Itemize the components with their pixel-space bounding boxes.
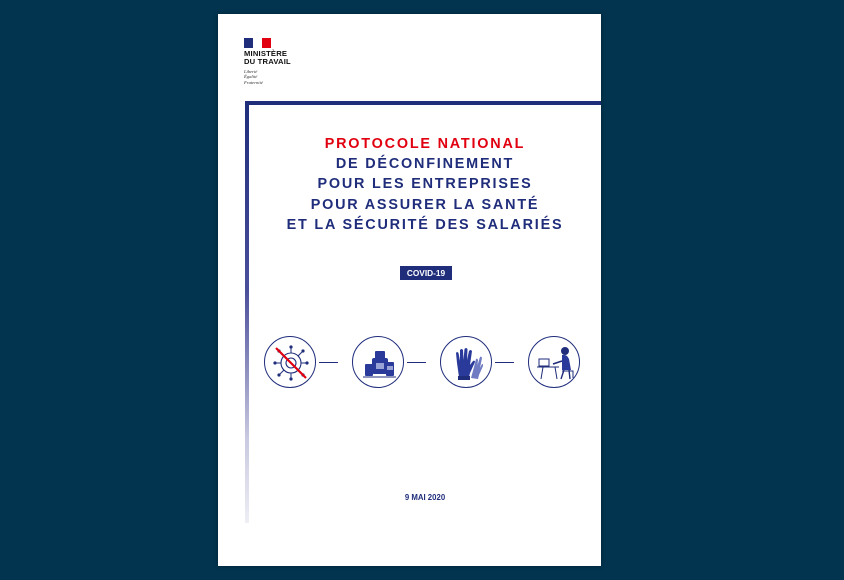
covid-badge: COVID-19 [400, 266, 452, 280]
ministry-name [244, 50, 291, 67]
icon-connector [319, 362, 338, 363]
title-line: POUR ASSURER LA SANTÉ [310, 196, 540, 213]
gloves-icon [440, 336, 492, 388]
virus-crossed-icon [264, 336, 316, 388]
icon-connector [407, 362, 426, 363]
motto-liberte: Liberté [244, 68, 258, 74]
teleworking-icon [528, 336, 580, 388]
motto-egalite: Égalité [244, 74, 258, 80]
ministry-logo [244, 38, 291, 85]
title-line: POUR LES ENTREPRISES [317, 176, 533, 193]
icon-connector [495, 362, 514, 363]
publication-date: 9 MAI 2020 [404, 493, 446, 502]
frame-top-border [245, 101, 601, 105]
measures-icon-row [264, 336, 584, 390]
title-highlight: PROTOCOLE NATIONAL [324, 136, 526, 152]
republic-motto [244, 69, 291, 85]
title-line: ET LA SÉCURITÉ DES SALARIÉS [286, 216, 564, 233]
cleaning-products-icon [352, 336, 404, 388]
motto-fraternite: Fraternité [244, 79, 263, 85]
title-line: DE DÉCONFINEMENT [335, 156, 515, 173]
document-cover [218, 14, 601, 566]
ministry-name-line1: MINISTÈRE [244, 49, 288, 58]
document-title [249, 134, 601, 235]
ministry-name-line2: DU TRAVAIL [244, 57, 291, 67]
marianne-flag-icon [244, 38, 271, 48]
